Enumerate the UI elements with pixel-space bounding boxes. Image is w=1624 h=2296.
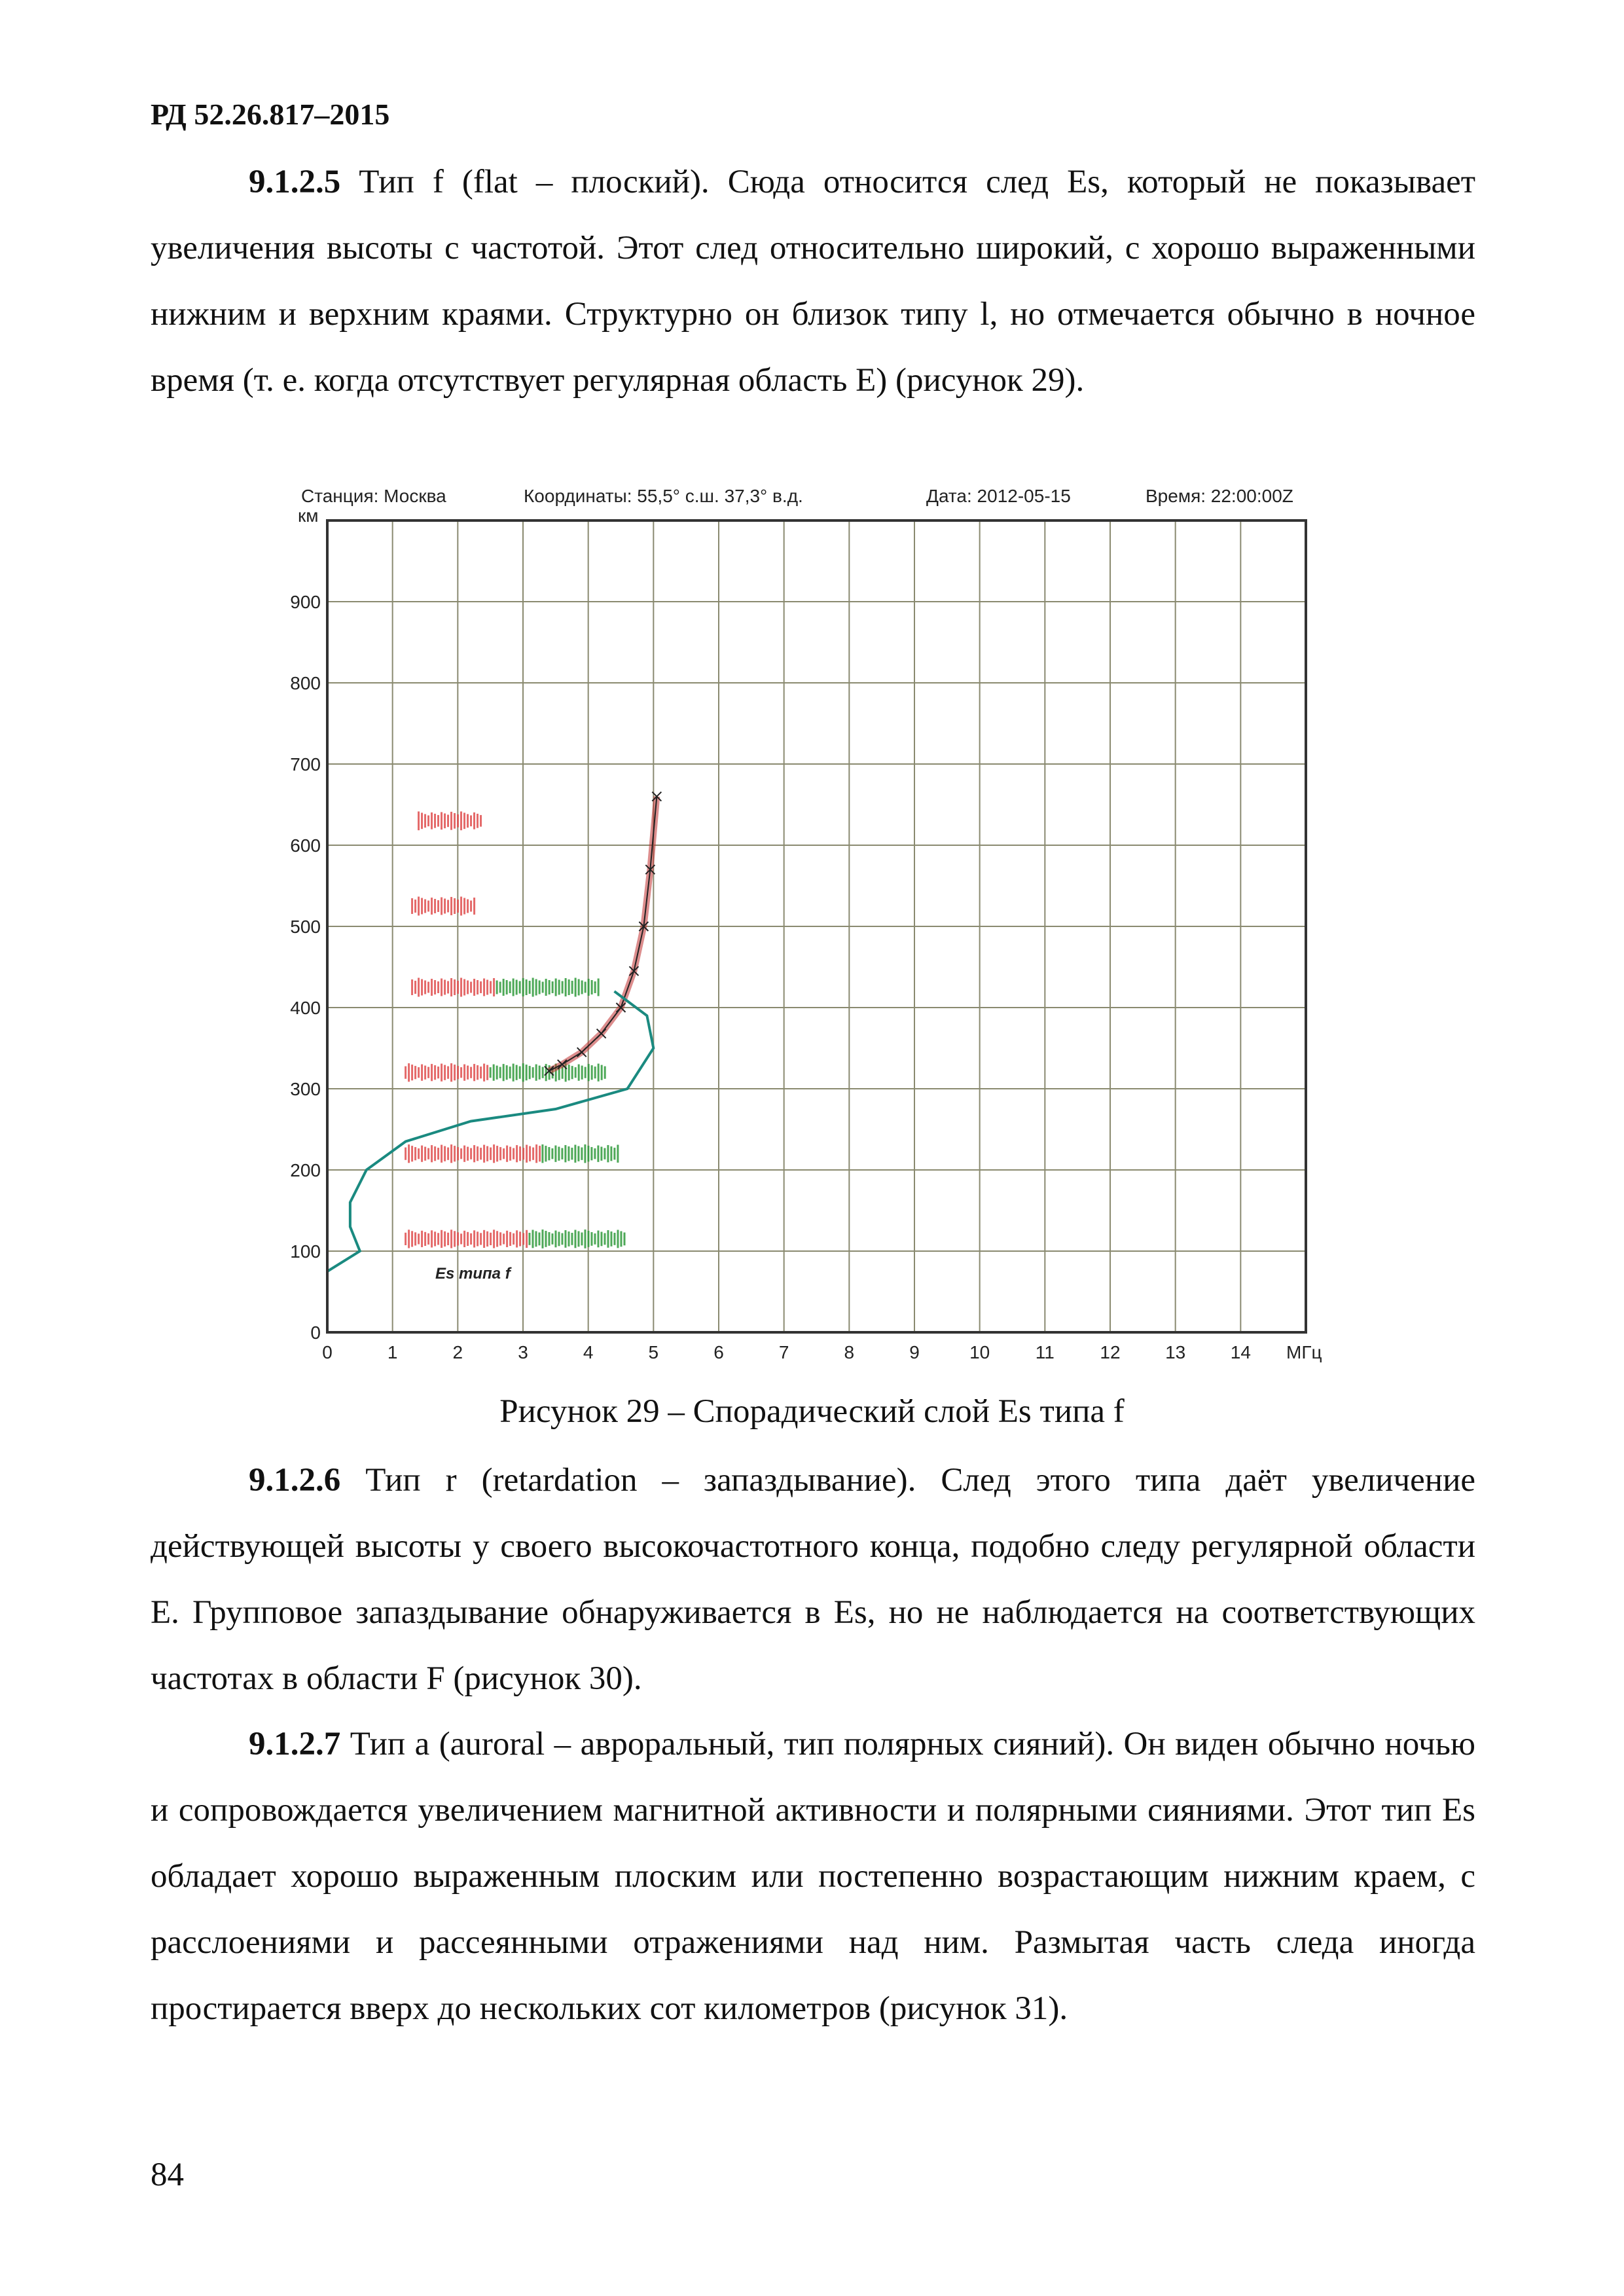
- running-header: РД 52.26.817–2015: [151, 98, 390, 131]
- figure-caption: Рисунок 29 – Спорадический слой Es типа f: [499, 1393, 1125, 1430]
- paragraph-9-1-2-6: [151, 1448, 1475, 1712]
- x-tick-label: 9: [909, 1342, 920, 1362]
- x-axis-unit: МГц: [1286, 1342, 1322, 1362]
- y-tick-label: 100: [290, 1241, 321, 1262]
- x-tick-label: 4: [583, 1342, 594, 1362]
- y-tick-label: 700: [290, 754, 321, 774]
- x-tick-label: 5: [648, 1342, 659, 1362]
- x-tick-label: 13: [1165, 1342, 1186, 1362]
- station-label: Станция: Москва: [301, 486, 446, 506]
- echo-trace: [412, 978, 494, 997]
- x-tick-label: 10: [969, 1342, 990, 1362]
- y-tick-label: 0: [310, 1322, 321, 1343]
- time-label: Время: 22:00:00Z: [1146, 486, 1293, 506]
- tick-labels: [290, 592, 1251, 1362]
- paragraph-text: Тип r (retardation – запаздывание). След этого типа даёт увеличение действующей высоты у своего высокочастотного конца, подобно следу регулярной области E. Групповое запаздывание обнаруживается в Es, но не наблюдается на соответствующих частотах в области F (рисунок 30).: [151, 1462, 1475, 1697]
- echo-trace: [543, 1144, 618, 1163]
- x-tick-label: 7: [778, 1342, 789, 1362]
- section-number: 9.1.2.5: [249, 164, 341, 200]
- y-tick-label: 200: [290, 1160, 321, 1180]
- page-number: 84: [151, 2157, 184, 2193]
- x-tick-label: 14: [1230, 1342, 1251, 1362]
- echo-trace: [497, 978, 598, 997]
- y-tick-label: 400: [290, 998, 321, 1018]
- x-tick-label: 11: [1035, 1342, 1055, 1362]
- grid: [327, 520, 1306, 1332]
- x-tick-label: 0: [322, 1342, 333, 1362]
- paragraph-text: Тип f (flat – плоский). Сюда относится след Es, который не показывает увеличения высоты с частотой. Этот след относительно широкий, с хорошо выраженными нижним и верхним краями. Структурно он близок типу l, но отмечается обычно в ночное время (т. е. когда отсутствует регулярная область E) (рисунок 29).: [151, 164, 1475, 399]
- echo-trace: [406, 1144, 540, 1163]
- x-tick-label: 8: [844, 1342, 855, 1362]
- x-tick-label: 1: [387, 1342, 398, 1362]
- x-tick-label: 2: [452, 1342, 463, 1362]
- y-tick-label: 500: [290, 917, 321, 937]
- section-number: 9.1.2.7: [249, 1726, 341, 1762]
- x-tick-label: 12: [1100, 1342, 1121, 1362]
- curves: [327, 792, 661, 1271]
- coordinates-label: Координаты: 55,5° с.ш. 37,3° в.д.: [524, 486, 803, 506]
- es-type-annotation: Es типа f: [435, 1265, 511, 1283]
- virtual-height-trace: [549, 797, 657, 1071]
- ionogram-figure: [262, 481, 1342, 1385]
- paragraph-9-1-2-7: [151, 1711, 1475, 2042]
- echo-traces: [406, 811, 624, 1248]
- echo-trace: [412, 897, 475, 916]
- section-number: 9.1.2.6: [249, 1462, 341, 1499]
- y-axis-unit: км: [298, 505, 319, 526]
- y-tick-label: 600: [290, 835, 321, 856]
- echo-trace: [406, 1230, 527, 1248]
- echo-trace: [406, 1063, 488, 1082]
- x-tick-label: 3: [518, 1342, 528, 1362]
- date-label: Дата: 2012-05-15: [926, 486, 1071, 506]
- y-tick-label: 900: [290, 592, 321, 612]
- x-tick-label: 6: [713, 1342, 724, 1362]
- paragraph-9-1-2-5: [151, 149, 1475, 414]
- ionogram-chart: [262, 481, 1342, 1385]
- paragraph-text: Тип a (auroral – авроральный, тип полярных сияний). Он виден обычно ночью и сопровождается увеличением магнитной активности и полярными сияниями. Этот тип Es обладает хорошо выраженным плоским или постепенно возрастающим нижним краем, с расслоениями и рассеянными отражениями над ним. Размытая часть следа иногда простирается вверх до нескольких сот километров (рисунок 31).: [151, 1726, 1475, 2027]
- y-tick-label: 300: [290, 1079, 321, 1099]
- echo-trace: [419, 811, 481, 830]
- echo-trace: [530, 1230, 624, 1248]
- y-tick-label: 800: [290, 673, 321, 693]
